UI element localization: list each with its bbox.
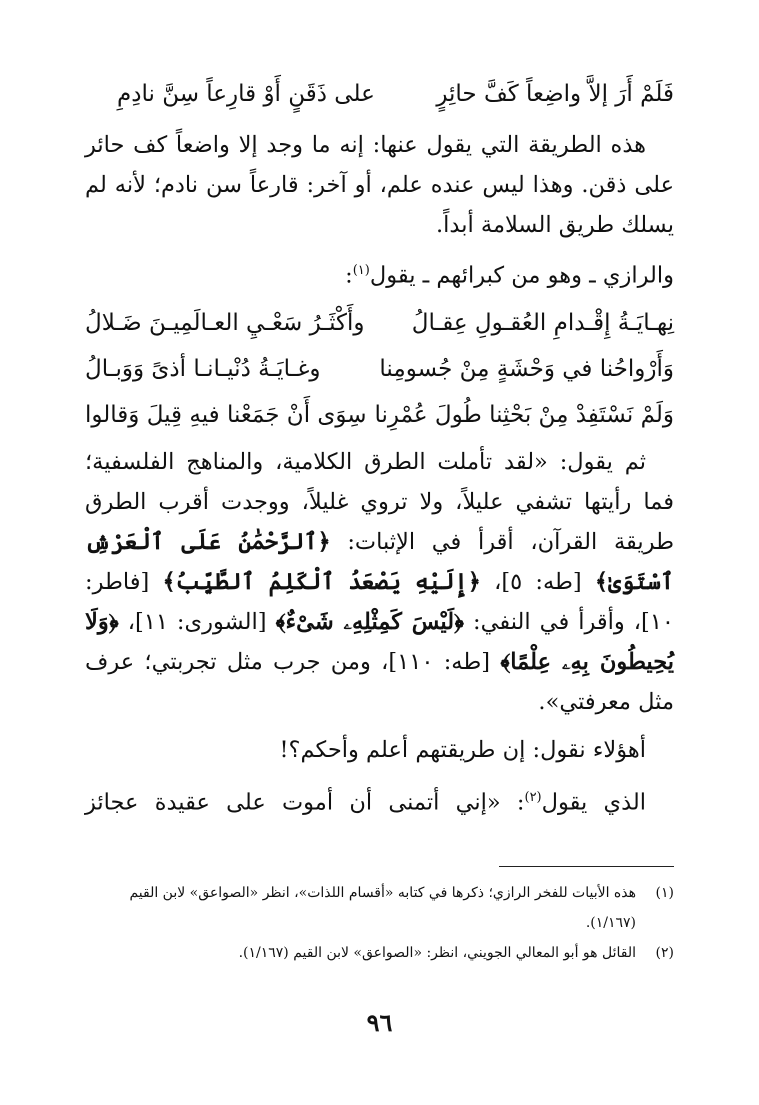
poem-hemistich: نِهـايَـةُ إِقْـدامِ العُقـولِ عِقـالُ <box>411 309 674 336</box>
paragraph-5 <box>85 778 674 823</box>
quran-ref-4: [طه: ١١٠]، ومن جرب مثل تجربتي؛ عرف مثل معرفتي». <box>85 648 674 715</box>
paragraph-5-end: : «إني أتمنى أن أموت على عقيدة عجائز <box>85 789 525 815</box>
poem-verse <box>85 392 674 438</box>
paragraph-3 <box>85 442 674 722</box>
quran-quote-4: ﴿وَلَا يُحِيطُونَ بِهِۦ عِلْمًا﴾ <box>85 608 674 675</box>
quran-quote-3: ﴿لَيْسَ كَمِثْلِهِۦ شَىْءٌ﴾ <box>275 608 465 635</box>
footnote-number: (١) <box>655 885 674 901</box>
footnote-ref-2[interactable]: (٢) <box>524 789 542 805</box>
main-text <box>85 70 674 822</box>
paragraph-2-colon: : <box>345 262 353 289</box>
paragraph-2 <box>85 251 674 296</box>
opening-verse <box>85 70 674 117</box>
footnote-number: (٢) <box>655 945 674 961</box>
poem <box>85 300 674 438</box>
verse-hemistich-2: على ذَقَنٍ أَوْ قارِعاً سِنَّ نادِمِ <box>117 80 375 107</box>
quran-ref-2: [فاطر: ١٠]، وأقرأ في النفي: <box>85 568 674 635</box>
footnote-text: القائل هو أبو المعالي الجويني، انظر: «الصواعق» لابن القيم (١/١٦٧). <box>238 945 636 961</box>
paragraph-3-intro: ثم يقول: «لقد تأملت الطرق الكلامية، والمناهج الفلسفية؛ فما رأيتها تشفي عليلاً، ولا تروي غليلاً، ووجدت أقرب الطرق طريقة القرآن، أقرأ في الإثبات: <box>85 448 674 555</box>
poem-verse <box>85 300 674 346</box>
footnote <box>85 938 674 968</box>
quran-quote-2: ﴿إِلَيْهِ يَصْعَدُ ٱلْكَلِمُ ٱلطَّيِّبُ﴾ <box>162 568 481 595</box>
paragraph-2-text: والرازي ـ وهو من كبرائهم ـ يقول <box>369 262 674 289</box>
poem-hemistich: وَأَرْواحُنا في وَحْشَةٍ مِنْ جُسومِنا <box>379 355 674 382</box>
poem-hemistich: وأَكْثَـرُ سَعْـيِ العـالَمِيـنَ ضَـلالُ <box>85 309 365 336</box>
page-number: ٩٦ <box>366 1008 393 1037</box>
verse-hemistich-1: فَلَمْ أَرَ إلاَّ واضِعاً كَفَّ حائِرٍ <box>436 80 674 107</box>
footnote-separator <box>499 866 674 867</box>
paragraph-4: أهؤلاء نقول: إن طريقتهم أعلم وأحكم؟! <box>279 736 646 763</box>
paragraph-5-start: الذي يقول <box>541 789 646 815</box>
quran-ref-3: [الشورى: ١١]، <box>118 608 276 635</box>
paragraph-1: هذه الطريقة التي يقول عنها: إنه ما وجد إلا واضعاً كف حائر على ذقن. وهذا ليس عنده علم، أو آخر: قارعاً سن نادم؛ لأنه لم يسلك طريق السلامة أبداً. <box>85 132 674 238</box>
poem-verse <box>85 346 674 392</box>
footnote-text: هذه الأبيات للفخر الرازي؛ ذكرها في كتابه «أقسام اللذات»، انظر «الصواعق» لابن القيم (١/١٦٧). <box>129 885 636 931</box>
quran-quote-1: ﴿ٱلرَّحْمَٰنُ عَلَى ٱلْعَرْشِ ٱسْتَوَىٰ﴾ <box>85 528 674 595</box>
footnotes <box>85 878 674 968</box>
quran-ref-1: [طه: ٥]، <box>480 568 595 595</box>
footnote <box>85 878 674 938</box>
poem-hemistich: سِوَى أَنْ جَمَعْنا فيهِ قِيلَ وَقالوا <box>85 401 367 428</box>
poem-hemistich: وغـايَـةُ دُنْيـانـا أذىً وَوَبـالُ <box>85 355 321 382</box>
footnote-ref-1[interactable]: (١) <box>352 263 370 278</box>
poem-hemistich: وَلَمْ نَسْتَفِدْ مِنْ بَحْثِنا طُولَ عُمْرِنا <box>374 401 674 428</box>
